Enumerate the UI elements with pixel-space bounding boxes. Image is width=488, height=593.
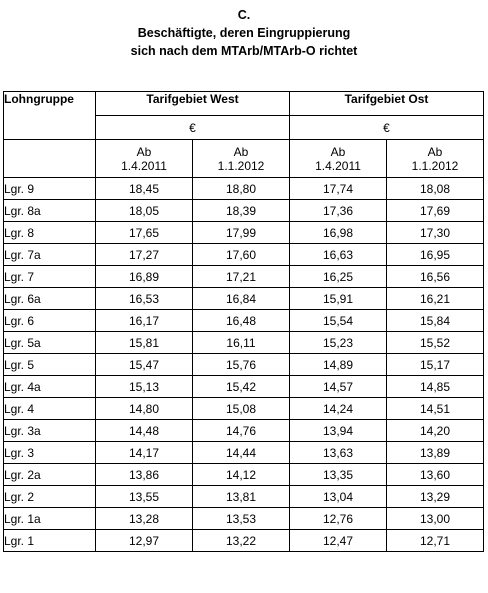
table-row xyxy=(4,310,484,332)
column-header-lohngruppe: Lohngruppe xyxy=(4,92,96,140)
wage-group-cell: Lgr. 1 xyxy=(4,530,96,552)
table-row xyxy=(4,464,484,486)
wage-group-cell: Lgr. 7 xyxy=(4,266,96,288)
wage-value-cell: 18,08 xyxy=(387,178,484,200)
wage-value-cell: 17,69 xyxy=(387,200,484,222)
wage-value-cell: 15,76 xyxy=(193,354,290,376)
wage-group-cell: Lgr. 3a xyxy=(4,420,96,442)
currency-west: € xyxy=(96,116,290,140)
date-prefix: Ab xyxy=(233,144,249,159)
date-prefix: Ab xyxy=(136,144,152,159)
wage-value-cell: 13,53 xyxy=(193,508,290,530)
table-row xyxy=(4,376,484,398)
table-row xyxy=(4,420,484,442)
wage-value-cell: 16,56 xyxy=(387,266,484,288)
wage-value-cell: 18,45 xyxy=(96,178,193,200)
wage-value-cell: 13,04 xyxy=(290,486,387,508)
section-letter: C. xyxy=(237,8,251,22)
wage-value-cell: 12,71 xyxy=(387,530,484,552)
wage-value-cell: 16,48 xyxy=(193,310,290,332)
wage-group-cell: Lgr. 7a xyxy=(4,244,96,266)
section-heading xyxy=(0,6,488,60)
wage-table-body xyxy=(4,178,484,552)
wage-value-cell: 14,48 xyxy=(96,420,193,442)
wage-value-cell: 12,76 xyxy=(290,508,387,530)
date-header-east-2012 xyxy=(387,140,484,178)
table-row xyxy=(4,354,484,376)
table-row xyxy=(4,332,484,354)
date-value: 1.1.2012 xyxy=(411,158,459,173)
blank-header-cell xyxy=(4,140,96,178)
wage-value-cell: 13,35 xyxy=(290,464,387,486)
wage-value-cell: 13,29 xyxy=(387,486,484,508)
wage-value-cell: 15,13 xyxy=(96,376,193,398)
wage-value-cell: 12,97 xyxy=(96,530,193,552)
wage-value-cell: 14,20 xyxy=(387,420,484,442)
wage-value-cell: 13,22 xyxy=(193,530,290,552)
date-value: 1.4.2011 xyxy=(121,158,167,173)
wage-value-cell: 17,30 xyxy=(387,222,484,244)
wage-value-cell: 15,84 xyxy=(387,310,484,332)
date-prefix: Ab xyxy=(427,144,443,159)
wage-group-cell: Lgr. 5a xyxy=(4,332,96,354)
wage-group-cell: Lgr. 8a xyxy=(4,200,96,222)
wage-value-cell: 13,55 xyxy=(96,486,193,508)
wage-value-cell: 14,80 xyxy=(96,398,193,420)
wage-value-cell: 14,17 xyxy=(96,442,193,464)
wage-value-cell: 13,00 xyxy=(387,508,484,530)
section-title-line-2: sich nach dem MTArb/MTArb-O richtet xyxy=(130,44,358,58)
column-header-region-east: Tarifgebiet Ost xyxy=(290,92,484,116)
wage-value-cell: 15,42 xyxy=(193,376,290,398)
wage-group-cell: Lgr. 4 xyxy=(4,398,96,420)
wage-value-cell: 15,52 xyxy=(387,332,484,354)
wage-group-cell: Lgr. 5 xyxy=(4,354,96,376)
wage-value-cell: 15,81 xyxy=(96,332,193,354)
wage-value-cell: 17,74 xyxy=(290,178,387,200)
table-row xyxy=(4,244,484,266)
wage-value-cell: 17,21 xyxy=(193,266,290,288)
wage-value-cell: 12,47 xyxy=(290,530,387,552)
table-row xyxy=(4,530,484,552)
table-row xyxy=(4,222,484,244)
wage-value-cell: 16,89 xyxy=(96,266,193,288)
wage-group-cell: Lgr. 1a xyxy=(4,508,96,530)
wage-value-cell: 16,95 xyxy=(387,244,484,266)
wage-value-cell: 14,76 xyxy=(193,420,290,442)
wage-value-cell: 17,36 xyxy=(290,200,387,222)
wage-table-header xyxy=(4,92,484,178)
wage-value-cell: 16,11 xyxy=(193,332,290,354)
table-row xyxy=(4,486,484,508)
date-prefix: Ab xyxy=(330,144,346,159)
wage-value-cell: 13,94 xyxy=(290,420,387,442)
wage-group-cell: Lgr. 2 xyxy=(4,486,96,508)
table-row xyxy=(4,266,484,288)
wage-value-cell: 15,91 xyxy=(290,288,387,310)
date-value: 1.1.2012 xyxy=(217,158,265,173)
column-header-region-west: Tarifgebiet West xyxy=(96,92,290,116)
wage-value-cell: 14,24 xyxy=(290,398,387,420)
wage-value-cell: 14,51 xyxy=(387,398,484,420)
table-row xyxy=(4,398,484,420)
wage-group-cell: Lgr. 3 xyxy=(4,442,96,464)
date-header-west-2012 xyxy=(193,140,290,178)
date-header-east-2011 xyxy=(290,140,387,178)
wage-value-cell: 15,47 xyxy=(96,354,193,376)
wage-value-cell: 16,63 xyxy=(290,244,387,266)
wage-value-cell: 16,98 xyxy=(290,222,387,244)
section-title-line-1: Beschäftigte, deren Eingruppierung xyxy=(137,26,351,40)
table-row xyxy=(4,288,484,310)
wage-value-cell: 18,80 xyxy=(193,178,290,200)
wage-value-cell: 15,17 xyxy=(387,354,484,376)
table-row xyxy=(4,508,484,530)
wage-value-cell: 13,86 xyxy=(96,464,193,486)
wage-value-cell: 16,84 xyxy=(193,288,290,310)
wage-value-cell: 16,53 xyxy=(96,288,193,310)
header-row-regions xyxy=(4,92,484,116)
wage-value-cell: 16,21 xyxy=(387,288,484,310)
wage-group-cell: Lgr. 9 xyxy=(4,178,96,200)
wage-value-cell: 13,60 xyxy=(387,464,484,486)
wage-value-cell: 18,05 xyxy=(96,200,193,222)
wage-group-cell: Lgr. 2a xyxy=(4,464,96,486)
wage-group-cell: Lgr. 4a xyxy=(4,376,96,398)
wage-group-cell: Lgr. 6 xyxy=(4,310,96,332)
wage-value-cell: 16,17 xyxy=(96,310,193,332)
wage-group-cell: Lgr. 6a xyxy=(4,288,96,310)
wage-value-cell: 17,27 xyxy=(96,244,193,266)
currency-east: € xyxy=(290,116,484,140)
wage-group-cell: Lgr. 8 xyxy=(4,222,96,244)
table-row xyxy=(4,178,484,200)
wage-value-cell: 16,25 xyxy=(290,266,387,288)
wage-value-cell: 14,12 xyxy=(193,464,290,486)
wage-value-cell: 15,08 xyxy=(193,398,290,420)
wage-value-cell: 14,44 xyxy=(193,442,290,464)
wage-value-cell: 13,81 xyxy=(193,486,290,508)
wage-value-cell: 15,23 xyxy=(290,332,387,354)
date-header-west-2011 xyxy=(96,140,193,178)
wage-value-cell: 17,60 xyxy=(193,244,290,266)
wage-value-cell: 13,28 xyxy=(96,508,193,530)
header-row-dates xyxy=(4,140,484,178)
date-value: 1.4.2011 xyxy=(315,158,361,173)
wage-value-cell: 18,39 xyxy=(193,200,290,222)
wage-value-cell: 14,57 xyxy=(290,376,387,398)
wage-table xyxy=(3,91,484,552)
wage-value-cell: 15,54 xyxy=(290,310,387,332)
table-row xyxy=(4,200,484,222)
wage-value-cell: 14,85 xyxy=(387,376,484,398)
table-row xyxy=(4,442,484,464)
wage-value-cell: 17,99 xyxy=(193,222,290,244)
wage-value-cell: 14,89 xyxy=(290,354,387,376)
wage-value-cell: 13,63 xyxy=(290,442,387,464)
wage-value-cell: 17,65 xyxy=(96,222,193,244)
wage-value-cell: 13,89 xyxy=(387,442,484,464)
